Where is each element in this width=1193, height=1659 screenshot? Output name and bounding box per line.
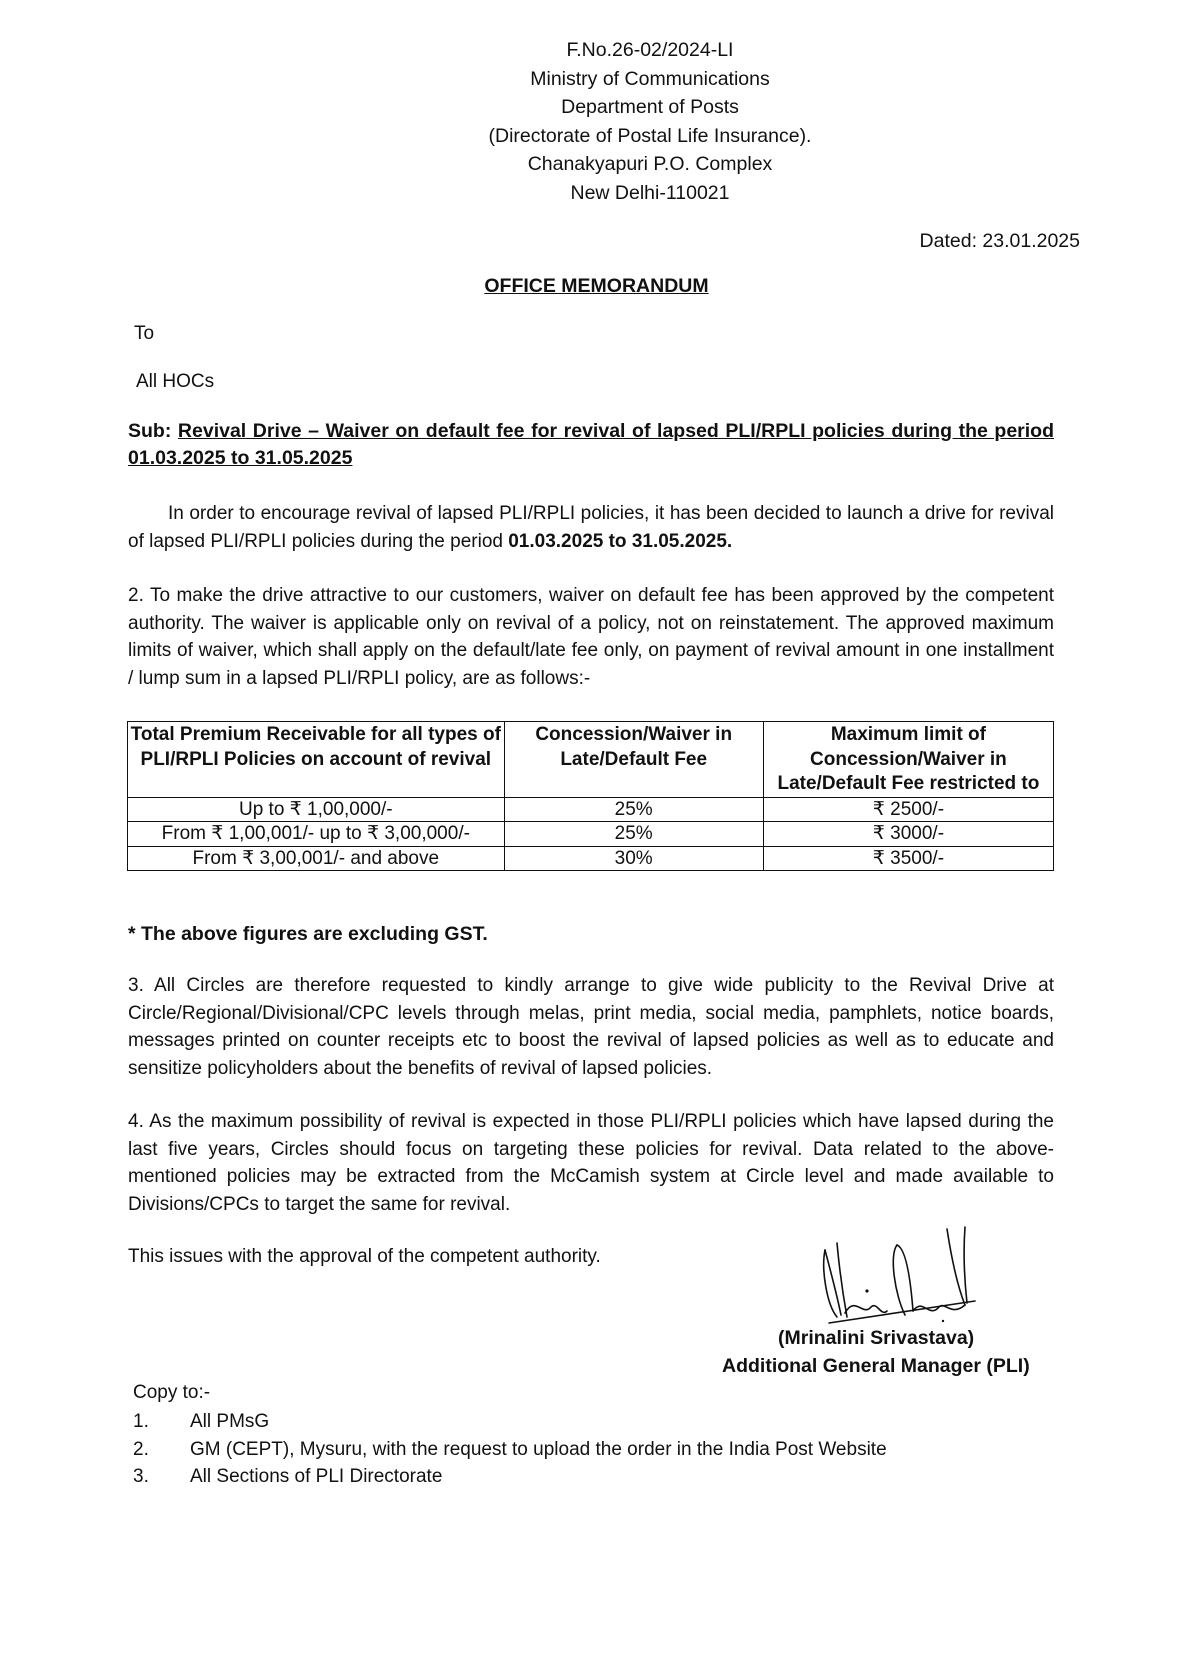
subject-prefix: Sub: [128,420,172,442]
cell-max-limit: ₹ 3500/- [763,846,1053,871]
list-item-number: 2. [133,1438,149,1460]
signatory-designation: Additional General Manager (PLI) [722,1355,1030,1377]
list-item-number: 1. [133,1411,149,1432]
column-header-premium: Total Premium Receivable for all types of PLI/RPLI Policies on account of revival [128,722,505,798]
paragraph-3: 3. All Circles are therefore requested to kindly arrange to give wide publicity to the Revival Drive at Circle/Regional/Divisional/CPC levels through melas, print media, social media, pamphlets, notice boards, messages printed on counter receipts etc to boost the revival of lapsed policies as well as to educate and sensitize policyholders about the benefits of revival of lapsed policies. [128,975,1054,1079]
approval-statement: This issues with the approval of the competent authority. [128,1246,601,1267]
list-item [133,1436,887,1464]
cell-premium: Up to ₹ 1,00,000/- [128,797,505,822]
list-item-number: 3. [133,1466,149,1487]
cell-concession: 25% [504,822,763,847]
address-line-1: Chanakyapuri P.O. Complex [527,153,773,175]
cell-concession: 25% [504,797,763,822]
table-row [128,822,1054,847]
ministry-name: Ministry of Communications [530,67,770,90]
cell-premium: From ₹ 1,00,001/- up to ₹ 3,00,000/- [128,822,505,847]
to-label: To [134,323,155,344]
paragraph-1 [128,500,1054,555]
copy-to-label: Copy to:- [133,1382,211,1403]
cell-premium: From ₹ 3,00,001/- and above [128,846,505,871]
letterhead [430,36,870,207]
paragraph-2: 2. To make the drive attractive to our customers, waiver on default fee has been approved by the competent authority. The waiver is applicable only on revival of a policy, not on reinstatement. The approved maximum limits of waiver, which shall apply on the default/late fee only, on payment of revival amount in one installment / lump sum in a lapsed PLI/RPLI policy, are as follows:- [128,585,1054,689]
list-item-text: GM (CEPT), Mysuru, with the request to upload the order in the India Post Website [190,1438,887,1460]
paragraph-4: 4. As the maximum possibility of revival is expected in those PLI/RPLI policies which have lapsed during the last five years, Circles should focus on targeting these policies for revival. Data related to the above-mentioned policies may be extracted from the McCamish system at Circle level and made available to Divisions/CPCs to target the same for revival. [128,1111,1054,1215]
table-header-row [128,722,1054,798]
column-header-max-limit: Maximum limit of Concession/Waiver in Late/Default Fee restricted to [763,722,1053,798]
list-item [133,1408,887,1436]
cell-concession: 30% [504,846,763,871]
department-name: Department of Posts [561,96,739,118]
paragraph-1-text: In order to encourage revival of lapsed PLI/RPLI policies, it has been decided to launch a drive for revival of lapsed PLI/RPLI policies during the period [128,503,1054,552]
page-title [0,275,1193,298]
list-item-text: All PMsG [190,1411,270,1432]
waiver-table [127,721,1054,871]
gst-note: * The above figures are excluding GST. [128,923,488,945]
signatory-name: (Mrinalini Srivastava) [778,1327,975,1349]
cell-max-limit: ₹ 2500/- [763,797,1053,822]
cell-max-limit: ₹ 3000/- [763,822,1053,847]
table-row [128,846,1054,871]
column-header-concession: Concession/Waiver in Late/Default Fee [504,722,763,798]
subject-text: Revival Drive – Waiver on default fee for revival of lapsed PLI/RPLI policies during the period 01.03.2025 to 31.05.2025 [128,420,1054,469]
directorate-name: (Directorate of Postal Life Insurance). [488,124,812,147]
paragraph-1-period: 01.03.2025 to 31.05.2025. [508,530,733,552]
list-item-text: All Sections of PLI Directorate [190,1466,443,1487]
file-number: F.No.26-02/2024-LI [566,39,734,61]
signature-icon [815,1225,995,1325]
document-date: Dated: 23.01.2025 [919,230,1080,252]
addressee: All HOCs [136,371,215,392]
subject-line [128,418,1054,472]
table-row [128,797,1054,822]
list-item [133,1463,887,1491]
page-title-text: OFFICE MEMORANDUM [484,275,709,297]
copy-to-list [133,1408,887,1491]
address-line-2: New Delhi-110021 [570,181,730,204]
